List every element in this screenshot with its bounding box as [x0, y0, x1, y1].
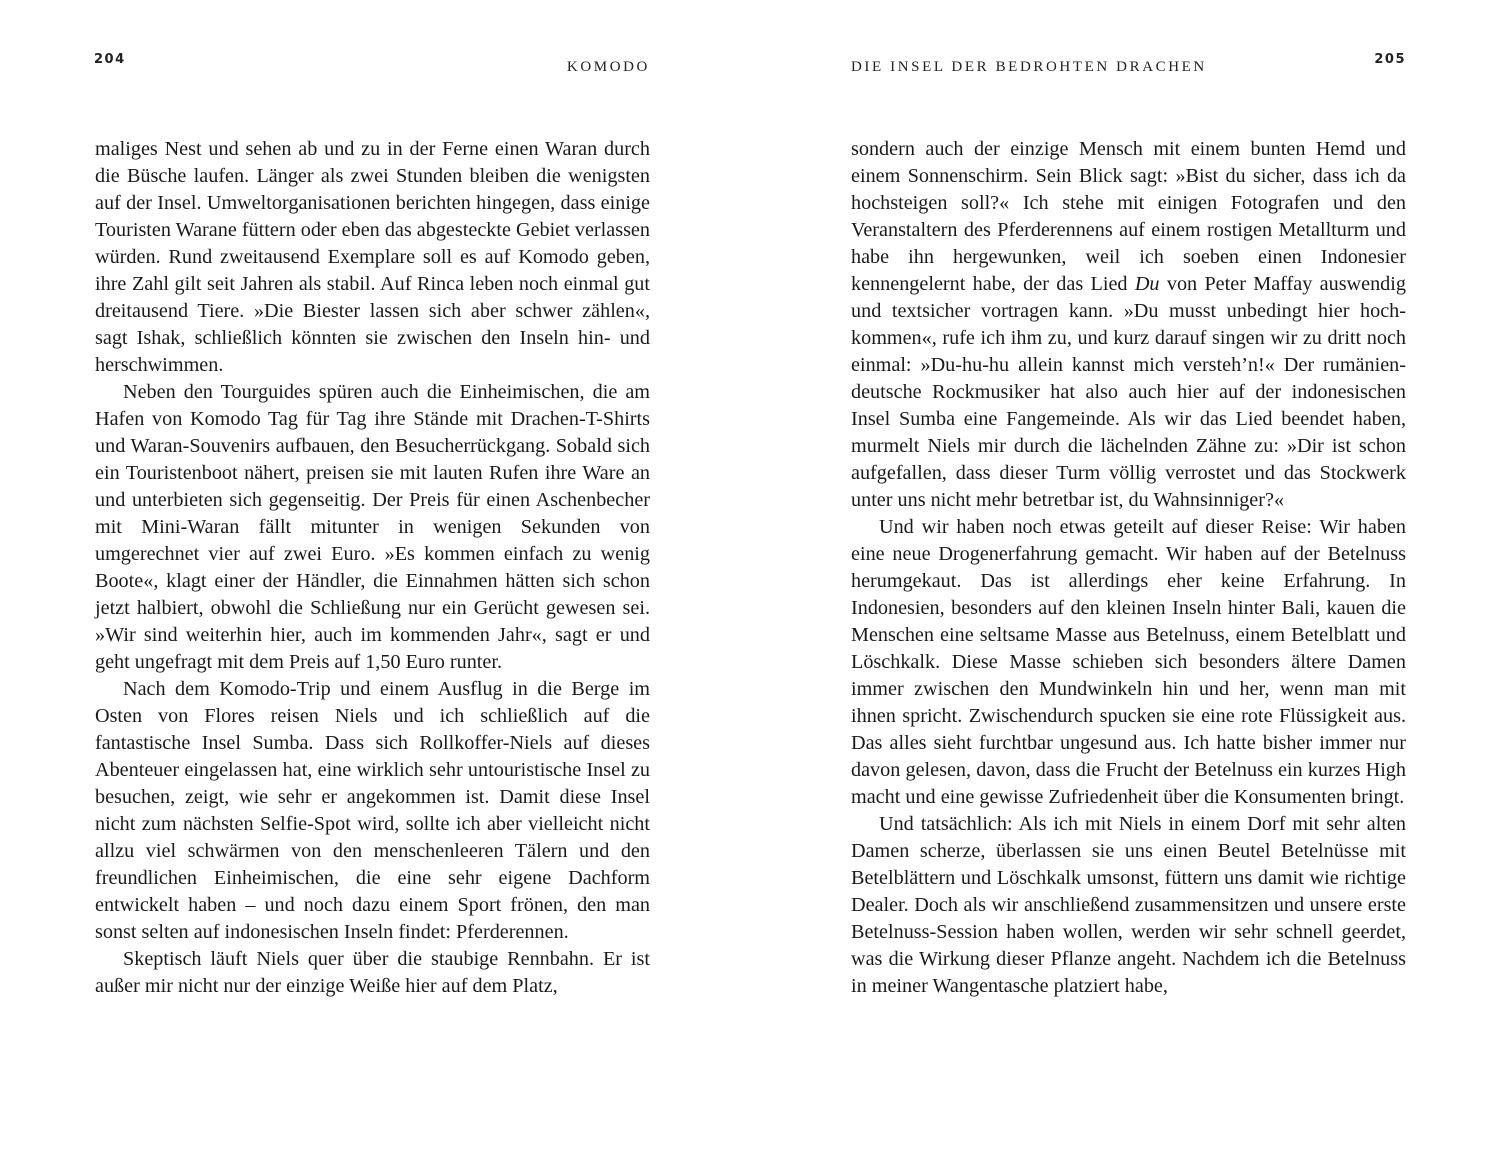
right-page: [750, 0, 1500, 1167]
body-text-left: [95, 136, 650, 1000]
paragraph: Skeptisch läuft Niels quer über die staubige Rennbahn. Er ist außer mir nicht nur der einzige Weiße hier auf dem Platz,: [95, 948, 650, 997]
paragraph: Nach dem Komodo-Trip und einem Ausflug in die Berge im Osten von Flores reisen Niels und ich schließlich auf die fantastische Insel Sumba. Dass sich Rollkoffer-Niels auf dieses Abenteuer eingelassen hat, eine wirklich sehr untouristische Insel zu besuchen, zeigt, wie sehr er angekommen ist. Damit diese Insel nicht zum nächsten Selfie-Spot wird, sollte ich aber vielleicht nicht allzu viel schwärmen von den menschenleeren Tälern und den freundlichen Einheimischen, die eine sehr eigene Dachform entwickelt haben – und noch dazu einem Sport frönen, den man sonst selten auf indonesischen Inseln findet: Pferderennen.: [95, 678, 650, 943]
paragraph: Und tatsächlich: Als ich mit Niels in einem Dorf mit sehr alten Damen scherze, überlassen sie uns einen Beutel Betelnüsse mit Betelblättern und Löschkalk umsonst, füttern uns damit wie richtige Dealer. Doch als wir anschließend zusammensitzen und unsere erste Betelnuss-Session haben wollen, werden wir sehr schnell geerdet, was die Wirkung dieser Pflanze angeht. Nachdem ich die Betelnuss in meiner Wangentasche platziert habe,: [851, 813, 1406, 997]
running-head-right: DIE INSEL DER BEDROHTEN DRACHEN: [851, 59, 1207, 75]
page-number-right: 205: [1374, 52, 1406, 67]
running-head-left: KOMODO: [566, 59, 650, 75]
song-title: Du: [1134, 273, 1160, 295]
body-text-right: [851, 136, 1406, 1000]
paragraph-text: sondern auch der einzige Mensch mit einem bunten Hemd und einem Sonnenschirm. Sein Blick sagt: »Bist du sicher, dass ich da hochsteigen soll?« Ich stehe mit einigen Fotografen und den Veranstaltern des Pferderennens auf einem rostigen Metallturm und habe ihn hergewunken, weil ich soeben einen Indonesier kennengelernt habe, der das Lied: [851, 138, 1406, 295]
paragraph: maliges Nest und sehen ab und zu in der Ferne einen Waran durch die Büsche laufen. Länger als zwei Stunden bleiben die wenigsten auf der Insel. Umweltorganisationen berichten hingegen, dass einige Touristen Warane füttern oder eben das abgesteckte Gebiet verlassen würden. Rund zweitausend Exemplare soll es auf Komodo geben, ihre Zahl gilt seit Jahren als stabil. Auf Rinca leben noch einmal gut dreitausend Tiere. »Die Biester lassen sich aber schwer zählen«, sagt Ishak, schließlich könnten sie zwischen den Inseln hin- und herschwimmen.: [95, 138, 650, 376]
paragraph: Neben den Tourguides spüren auch die Einheimischen, die am Hafen von Komodo Tag für Tag ihre Stände mit Drachen-T-Shirts und Waran-Souvenirs aufbauen, den Besucherrückgang. Sobald sich ein Touristenboot nähert, preisen sie mit lauten Rufen ihre Ware an und unterbieten sich gegenseitig. Der Preis für einen Aschenbecher mit Mini-Waran fällt mitunter in wenigen Sekunden von umgerechnet vier auf zwei Euro. »Es kommen einfach zu wenig Boote«, klagt einer der Händler, die Einnahmen hätten sich schon jetzt halbiert, obwohl die Schließung nur ein Gerücht gewesen sei. »Wir sind weiterhin hier, auch im kommenden Jahr«, sagt er und geht ungefragt mit dem Preis auf 1,50 Euro runter.: [95, 381, 650, 673]
page-number-left: 204: [94, 52, 126, 67]
paragraph: [851, 136, 1406, 514]
paragraph-text: von Peter Maffay auswendig und textsicher vortragen kann. »Du musst unbedingt hier hochkommen«, rufe ich ihm zu, und kurz darauf singen wir zu dritt noch einmal: »Du-hu-hu allein kannst mich versteh’n!« Der rumäniendeutsche Rockmusiker hat also auch hier auf der indonesischen Insel Sumba eine Fangemeinde. Als wir das Lied beendet haben, murmelt Niels mir durch die lächelnden Zähne zu: »Dir ist schon aufgefallen, dass dieser Turm völlig verrostet und das Stockwerk unter uns nicht mehr betretbar ist, du Wahnsinniger?«: [851, 273, 1406, 511]
paragraph: Und wir haben noch etwas geteilt auf dieser Reise: Wir haben eine neue Drogenerfahrung gemacht. Wir haben auf der Betelnuss herumgekaut. Das ist allerdings eher keine Erfahrung. In Indonesien, besonders auf den kleinen Inseln hinter Bali, kauen die Menschen eine seltsame Masse aus Betelnuss, einem Betelblatt und Löschkalk. Diese Masse schieben sich besonders ältere Damen immer zwischen den Mundwinkeln hin und her, wenn man mit ihnen spricht. Zwischendurch spucken sie eine rote Flüssigkeit aus. Das alles sieht furchtbar ungesund aus. Ich hatte bisher immer nur davon gelesen, davon, dass die Frucht der Betelnuss ein kurzes High macht und eine gewisse Zufriedenheit über die Konsumenten bringt.: [851, 516, 1406, 808]
